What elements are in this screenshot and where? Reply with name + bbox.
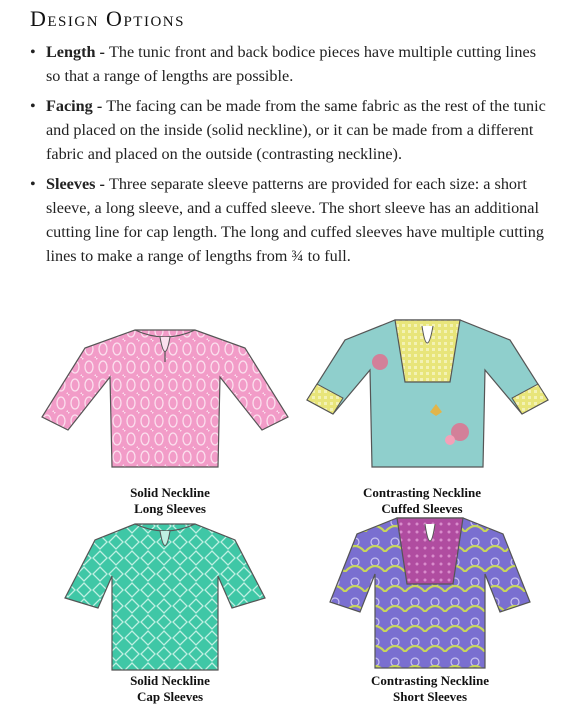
option-separator: - — [95, 175, 109, 193]
caption-contrasting-cuffed-sleeves — [322, 485, 522, 517]
caption-neckline: Solid Neckline — [130, 485, 210, 500]
tunic-contrasting-cuffed-sleeves-illustration — [300, 312, 550, 472]
option-length — [30, 40, 550, 88]
tunic-solid-cap-sleeves-illustration — [60, 518, 270, 674]
option-separator: - — [92, 97, 107, 115]
caption-sleeves: Long Sleeves — [134, 501, 206, 516]
option-term: Length — [46, 43, 96, 61]
option-sleeves — [30, 172, 550, 268]
option-term: Facing — [46, 97, 93, 115]
caption-contrasting-short-sleeves — [330, 673, 530, 705]
design-options-list — [30, 40, 550, 274]
caption-neckline: Solid Neckline — [130, 673, 210, 688]
caption-sleeves: Cap Sleeves — [136, 689, 204, 704]
caption-solid-long-sleeves — [70, 485, 270, 517]
tunic-contrasting-short-sleeves-illustration — [325, 512, 535, 672]
bullet-icon: • — [30, 43, 36, 61]
caption-sleeves: Short Sleeves — [392, 689, 468, 704]
option-term: Sleeves — [46, 175, 96, 193]
option-separator: - — [95, 43, 109, 61]
option-text: The facing can be made from the same fabric as the rest of the tunic and placed on the inside (solid neckline), or it can be made from a different fabric and placed on the outside (contrasting neckline). — [46, 97, 546, 163]
tunic-solid-long-sleeves-illustration — [40, 322, 290, 472]
caption-sleeves: Cuffed Sleeves — [381, 501, 463, 516]
option-text: The tunic front and back bodice pieces have multiple cutting lines so that a range of lengths are possible. — [46, 43, 537, 85]
option-text: Three separate sleeve patterns are provided for each size: a short sleeve, a long sleeve, and a cuffed sleeve. The short sleeve has an additional cutting line for cap length. The long and cuffed sleeves have multiple cutting lines to make a range of lengths from ¾ to full. — [46, 175, 544, 265]
bullet-icon: • — [30, 175, 36, 193]
caption-neckline: Contrasting Neckline — [370, 673, 490, 688]
caption-solid-cap-sleeves — [70, 673, 270, 705]
page-heading: Design Options — [30, 6, 185, 31]
option-facing — [30, 94, 550, 166]
bullet-icon: • — [30, 97, 36, 115]
caption-neckline: Contrasting Neckline — [362, 485, 482, 500]
